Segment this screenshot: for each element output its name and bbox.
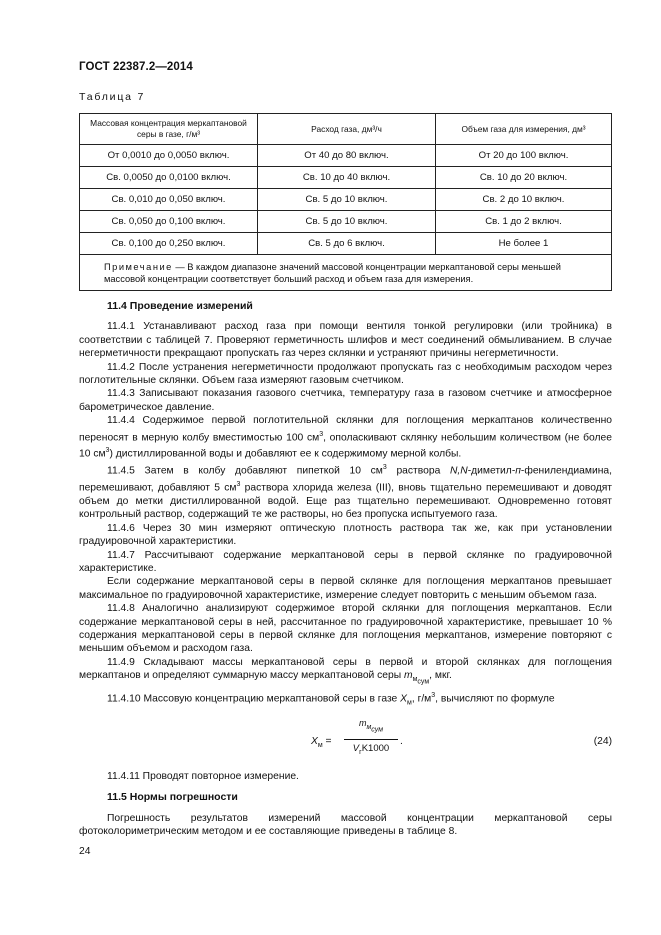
body-text [79, 300, 612, 839]
table-header-cell: Объем газа для измерения, дм³ [436, 114, 612, 145]
table-cell: Св. 0,0050 до 0,0100 включ. [80, 167, 258, 189]
table-cell: Св. 0,010 до 0,050 включ. [80, 189, 258, 211]
formula-denominator: $V_гK1000$ [352, 742, 390, 756]
table-cell: От 40 до 80 включ. [258, 145, 436, 167]
table-cell: Св. 2 до 10 включ. [436, 189, 612, 211]
table-caption: Таблица 7 [79, 91, 146, 103]
formula-numerator: $m_{м_{сум}}$ [344, 717, 398, 740]
formula-lhs: $X_м$ = [311, 735, 332, 750]
paragraph-11-4-8: 11.4.8 Аналогично анализируют содержимое второй склянки для поглощения меркаптанов. Если содержание меркаптановой серы в ней, рассчитанное по градуировочной характеристике, превышает 10 % содержания меркаптановой серы в первой склянке для поглощения меркаптанов, измерение повторяют с меньшим объемом и расходом газа. [79, 603, 612, 655]
note-text: — В каждом диапазоне значений массовой концентрации меркаптановой серы меньшей массовой концентрации соответствует больший расход и объем газа для измерения. [104, 262, 561, 284]
table-cell: От 20 до 100 включ. [436, 145, 612, 167]
section-heading-11-4: 11.4 Проведение измерений [107, 300, 253, 312]
document-header: ГОСТ 22387.2—2014 [79, 61, 193, 73]
table-cell: Св. 1 до 2 включ. [436, 211, 612, 233]
table-header-row [80, 114, 612, 145]
paragraph-11-4-11: 11.4.11 Проводят повторное измерение. [107, 770, 299, 782]
paragraph-11-4-6: 11.4.6 Через 30 мин измеряют оптическую плотность раствора так же, как при установлении градуировочной характеристики. [79, 522, 612, 548]
table-note-row [80, 255, 612, 291]
formula-24 [79, 714, 612, 764]
paragraph-11-4-10: 11.4.10 Массовую концентрацию меркаптановой серы в газе $X_м$, $г/м^3$, вычисляют по формуле [107, 692, 555, 707]
section-heading-11-5: 11.5 Нормы погрешности [107, 791, 238, 804]
table-cell: От 0,0010 до 0,0050 включ. [80, 145, 258, 167]
paragraph-11-4-2: 11.4.2 После устранения негерметичности продолжают пропускать газ с необходимым расходом через поглотительные склянки. Объем газа измеряют газовым счетчиком. [79, 361, 612, 387]
formula-fraction [344, 717, 398, 759]
table-header-cell: Расход газа, дм³/ч [258, 114, 436, 145]
paragraph-11-4-7: 11.4.7 Рассчитывают содержание меркаптановой серы в первой склянке по градуировочной характеристике. [79, 549, 612, 574]
table-header-cell: Массовая концентрация меркаптановой серы в газе, г/м³ [80, 114, 258, 145]
table-cell: Св. 10 до 20 включ. [436, 167, 612, 189]
formula-end: . [400, 735, 403, 747]
formula-number: (24) [593, 735, 612, 747]
paragraph-11-4-9: 11.4.9 Складывают массы меркаптановой серы в первой и второй склянках для поглощения меркаптанов и определяют суммарную массу меркаптановой серы $m_{м_{сум}}$, мкг. [79, 656, 612, 686]
paragraph-11-4-7b: Если содержание меркаптановой серы в первой склянке для поглощения меркаптанов превышает максимальное по градуировочной характеристике, измерение следует повторить с меньшим объемом газа. [79, 576, 612, 601]
table-cell: Св. 0,050 до 0,100 включ. [80, 211, 258, 233]
table-cell: Св. 10 до 40 включ. [258, 167, 436, 189]
table-row [80, 145, 612, 167]
table-note [80, 255, 612, 291]
table-cell: Св. 5 до 10 включ. [258, 189, 436, 211]
table-row [80, 233, 612, 255]
table-row [80, 189, 612, 211]
paragraph-11-4-1: 11.4.1 Устанавливают расход газа при помощи вентиля тонкой регулировки (или тройника) в соответствии с таблицей 7. Проверяют герметичность шлифов и мест соединений обмыливанием. В случае негерметичности прекращают пропускать газ через склянки и устраняют причины негерметичности. [79, 321, 612, 360]
page-number: 24 [79, 846, 91, 857]
table-cell: Св. 0,100 до 0,250 включ. [80, 233, 258, 255]
table-row [80, 167, 612, 189]
paragraph-11-4-3: 11.4.3 Записывают показания газового счетчика, температуру газа в газовом счетчике и атмосферное барометрическое давление. [79, 388, 612, 413]
table-cell: Не более 1 [436, 233, 612, 255]
note-label: Примечание [104, 262, 173, 272]
paragraph-11-4-4: 11.4.4 Содержимое первой поглотительной склянки для поглощения меркаптанов количественно переносят в мерную колбу вместимостью 100 $см^3$, ополаскивают склянку небольшим количеством (не более 10 $см^3$) дистиллированной воды и добавляют ее к содержимому мерной колбы. [79, 415, 612, 460]
table-cell: Св. 5 до 10 включ. [258, 211, 436, 233]
paragraph-11-5: Погрешность результатов измерений массовой концентрации меркаптановой серы фотоколориметрическим методом и ее составляющие приведены в таблице 8. [79, 812, 612, 838]
table-cell: Св. 5 до 6 включ. [258, 233, 436, 255]
table-row [80, 211, 612, 233]
table-7 [79, 113, 612, 291]
paragraph-11-4-5: 11.4.5 Затем в колбу добавляют пипеткой 10 $см^3$ раствора N,N-диметил-п-фенилендиамина, перемешивают, добавляют 5 $см^3$ раствора хлорида железа (III), вновь тщательно перемешивают и доводят объем до метки дистиллированной водой. Еще раз тщательно перемешивают. Одновременно готовят контрольный раствор, содержащий те же растворы, но без пропуска испытуемого газа. [79, 464, 613, 521]
